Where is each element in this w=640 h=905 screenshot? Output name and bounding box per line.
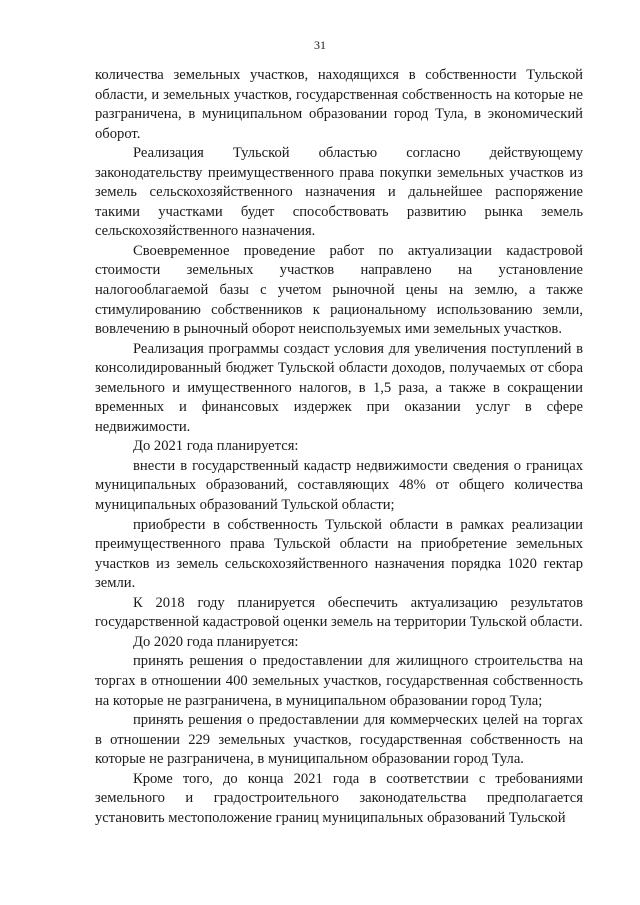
- paragraph: Кроме того, до конца 2021 года в соответствии с требованиями земельного и градостроительного законодательства предполагается установить местоположение границ муниципальных образований Тульской: [95, 770, 583, 826]
- paragraph: Своевременное проведение работ по актуализации кадастровой стоимости земельных участков направлено на установление налогооблагаемой базы с учетом рыночной цены на землю, а также стимулированию собственников к рациональному использованию земли, вовлечению в рыночный оборот неиспользуемых ими земельных участков.: [95, 242, 583, 338]
- paragraph: Реализация программы создаст условия для увеличения поступлений в консолидированный бюджет Тульской области доходов, получаемых от сбора земельного и имущественного налогов, в 1,5 раза, а также в сокращении временных и финансовых издержек при оказании услуг в сфере недвижимости.: [95, 340, 583, 435]
- paragraph: Реализация Тульской областью согласно действующему законодательству преимущественного права покупки земельных участков из земель сельскохозяйственного назначения и дальнейшее распоряжение такими участками будет способствовать развитию рынка земель сельскохозяйственного назначения.: [95, 145, 583, 240]
- paragraph: внести в государственный кадастр недвижимости сведения о границах муниципальных образований, составляющих 48% от общего количества муниципальных образований Тульской области;: [95, 457, 583, 514]
- paragraph: принять решения о предоставлении для жилищного строительства на торгах в отношении 400 земельных участков, государственная собственность на которые не разграничена, в муниципальном образовании город Тула;: [95, 653, 583, 709]
- paragraph: До 2020 года планируется:: [133, 633, 299, 650]
- page-number: 31: [314, 38, 326, 52]
- paragraph: приобрести в собственность Тульской области в рамках реализации преимущественного права Тульской области на приобретение земельных участков из земель сельскохозяйственного назначения порядка 1020 гектар земли.: [95, 516, 583, 592]
- paragraph: принять решения о предоставлении для коммерческих целей на торгах в отношении 229 земельных участков, государственная собственность на которые не разграничена, в муниципальном образовании город Тула.: [95, 712, 583, 768]
- paragraph: К 2018 году планируется обеспечить актуализацию результатов государственной кадастровой оценки земель на территории Тульской области.: [95, 594, 583, 631]
- document-body: [95, 66, 583, 828]
- paragraph: До 2021 года планируется:: [133, 438, 299, 455]
- paragraph: количества земельных участков, находящихся в собственности Тульской области, и земельных участков, государственная собственность на которые не разграничена, в муниципальном образовании город Тула, в экономический оборот.: [95, 67, 583, 142]
